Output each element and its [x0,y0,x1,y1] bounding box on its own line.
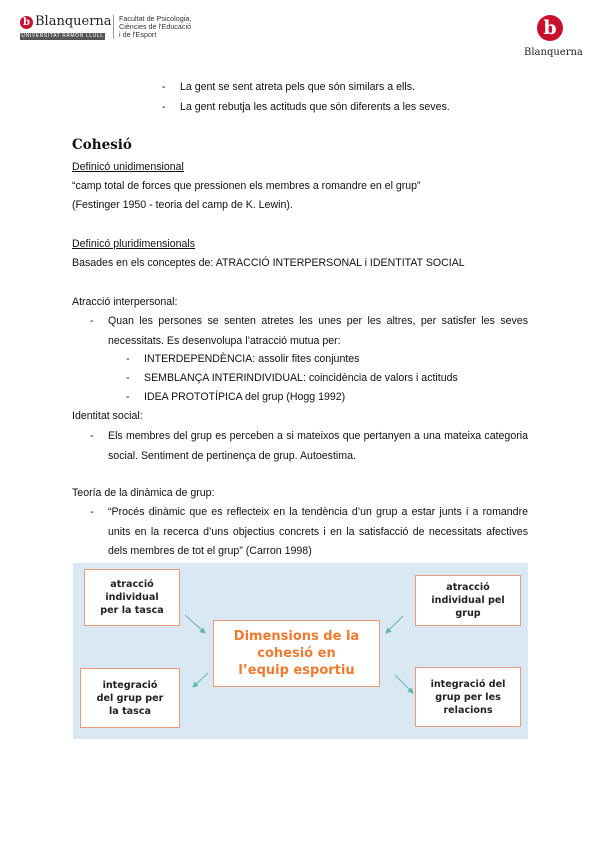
def-uni-heading: Definicó unidimensional [72,161,184,173]
faculty-line-2: Ciències de l'Educació [119,22,192,31]
section-title: Cohesió [72,137,132,153]
brand-name-right: Blanquerna [524,47,583,58]
faculty-line-1: Facultat de Psicologia, [119,14,192,23]
bullet-dash: - [90,506,94,518]
box-atraccio-tasca-text: atracció individual per la tasca [100,579,164,616]
center-title-text: Dimensions de la cohesió en l’equip esportiu [233,629,360,678]
bullet-dash: - [162,101,166,113]
box-atraccio-grup [415,575,521,626]
bullet-dash: - [126,353,130,365]
arrow-top-right [386,616,403,633]
box-atraccio-grup-text: atracció individual pel grup [431,582,505,619]
cohesion-diagram [73,563,528,739]
box-integracio-tasca [80,668,180,728]
blanquerna-right-logo-icon: b [537,15,563,41]
bullet-dash: - [90,430,94,442]
blanquerna-logo-icon: b [20,16,33,29]
box-integracio-relacions [415,667,521,727]
atraccio-bullet: Quan les persones se senten atretes les unes per les altres, per satisfer les seves necessitats. Es desenvolupa l’atracció mutua per: [108,315,528,347]
arrow-top-left [185,615,205,633]
bullet-dash: - [90,315,94,327]
box-integracio-tasca-text: integració del grup per la tasca [96,679,164,717]
faculty-name [113,15,191,39]
atraccio-sub-3: IDEA PROTOTÍPICA del grup (Hogg 1992) [144,391,346,403]
atraccio-sub-1: INTERDEPENDÈNCIA: assolir fites conjuntes [144,353,360,365]
intro-bullet-1: La gent se sent atreta pels que són similars a ells. [180,81,415,93]
teoria-label: Teoría de la dinàmica de grup: [72,487,215,499]
atraccio-sub-2: SEMBLANÇA INTERINDIVIDUAL: coincidència de valors i actituds [144,372,458,384]
center-title-box [213,620,380,687]
def-pluri-heading: Definicó pluridimensionals [72,238,196,250]
bullet-dash: - [162,81,166,93]
arrow-bottom-left [193,673,208,687]
brand-subtitle: UNIVERSITAT RAMON LLULL [21,33,104,39]
box-integracio-relacions-text: integració del grup per les relacions [430,678,506,716]
identitat-label: Identitat social: [72,410,143,422]
def-pluri-text: Basades en els conceptes de: ATRACCIÓ INTERPERSONAL i IDENTITAT SOCIAL [72,257,465,269]
def-uni-quote: “camp total de forces que pressionen els membres a romandre en el grup” [72,180,421,192]
bullet-dash: - [126,391,130,403]
brand-name: Blanquerna [35,14,112,29]
atraccio-label: Atracció interpersonal: [72,296,178,308]
box-atraccio-tasca [84,569,180,626]
bullet-dash: - [126,372,130,384]
arrow-bottom-right [395,675,413,693]
def-uni-source: (Festinger 1950 - teoria del camp de K. Lewin). [72,199,293,211]
teoria-bullet: “Procés dinàmic que es reflecteix en la tendència d’un grup a estar junts i a romandre units en la recerca d’uns objectius concrets i en la satisfacció de necessitats afectives dels membres de tot el grup” (Carron 1998) [108,506,528,557]
identitat-bullet: Els membres del grup es perceben a si mateixos que pertanyen a una mateixa categoria social. Sentiment de pertinença de grup. Autoestima. [108,430,528,462]
faculty-line-3: i de l'Esport [119,30,157,39]
intro-bullet-2: La gent rebutja les actituds que són diferents a les seves. [180,101,450,113]
